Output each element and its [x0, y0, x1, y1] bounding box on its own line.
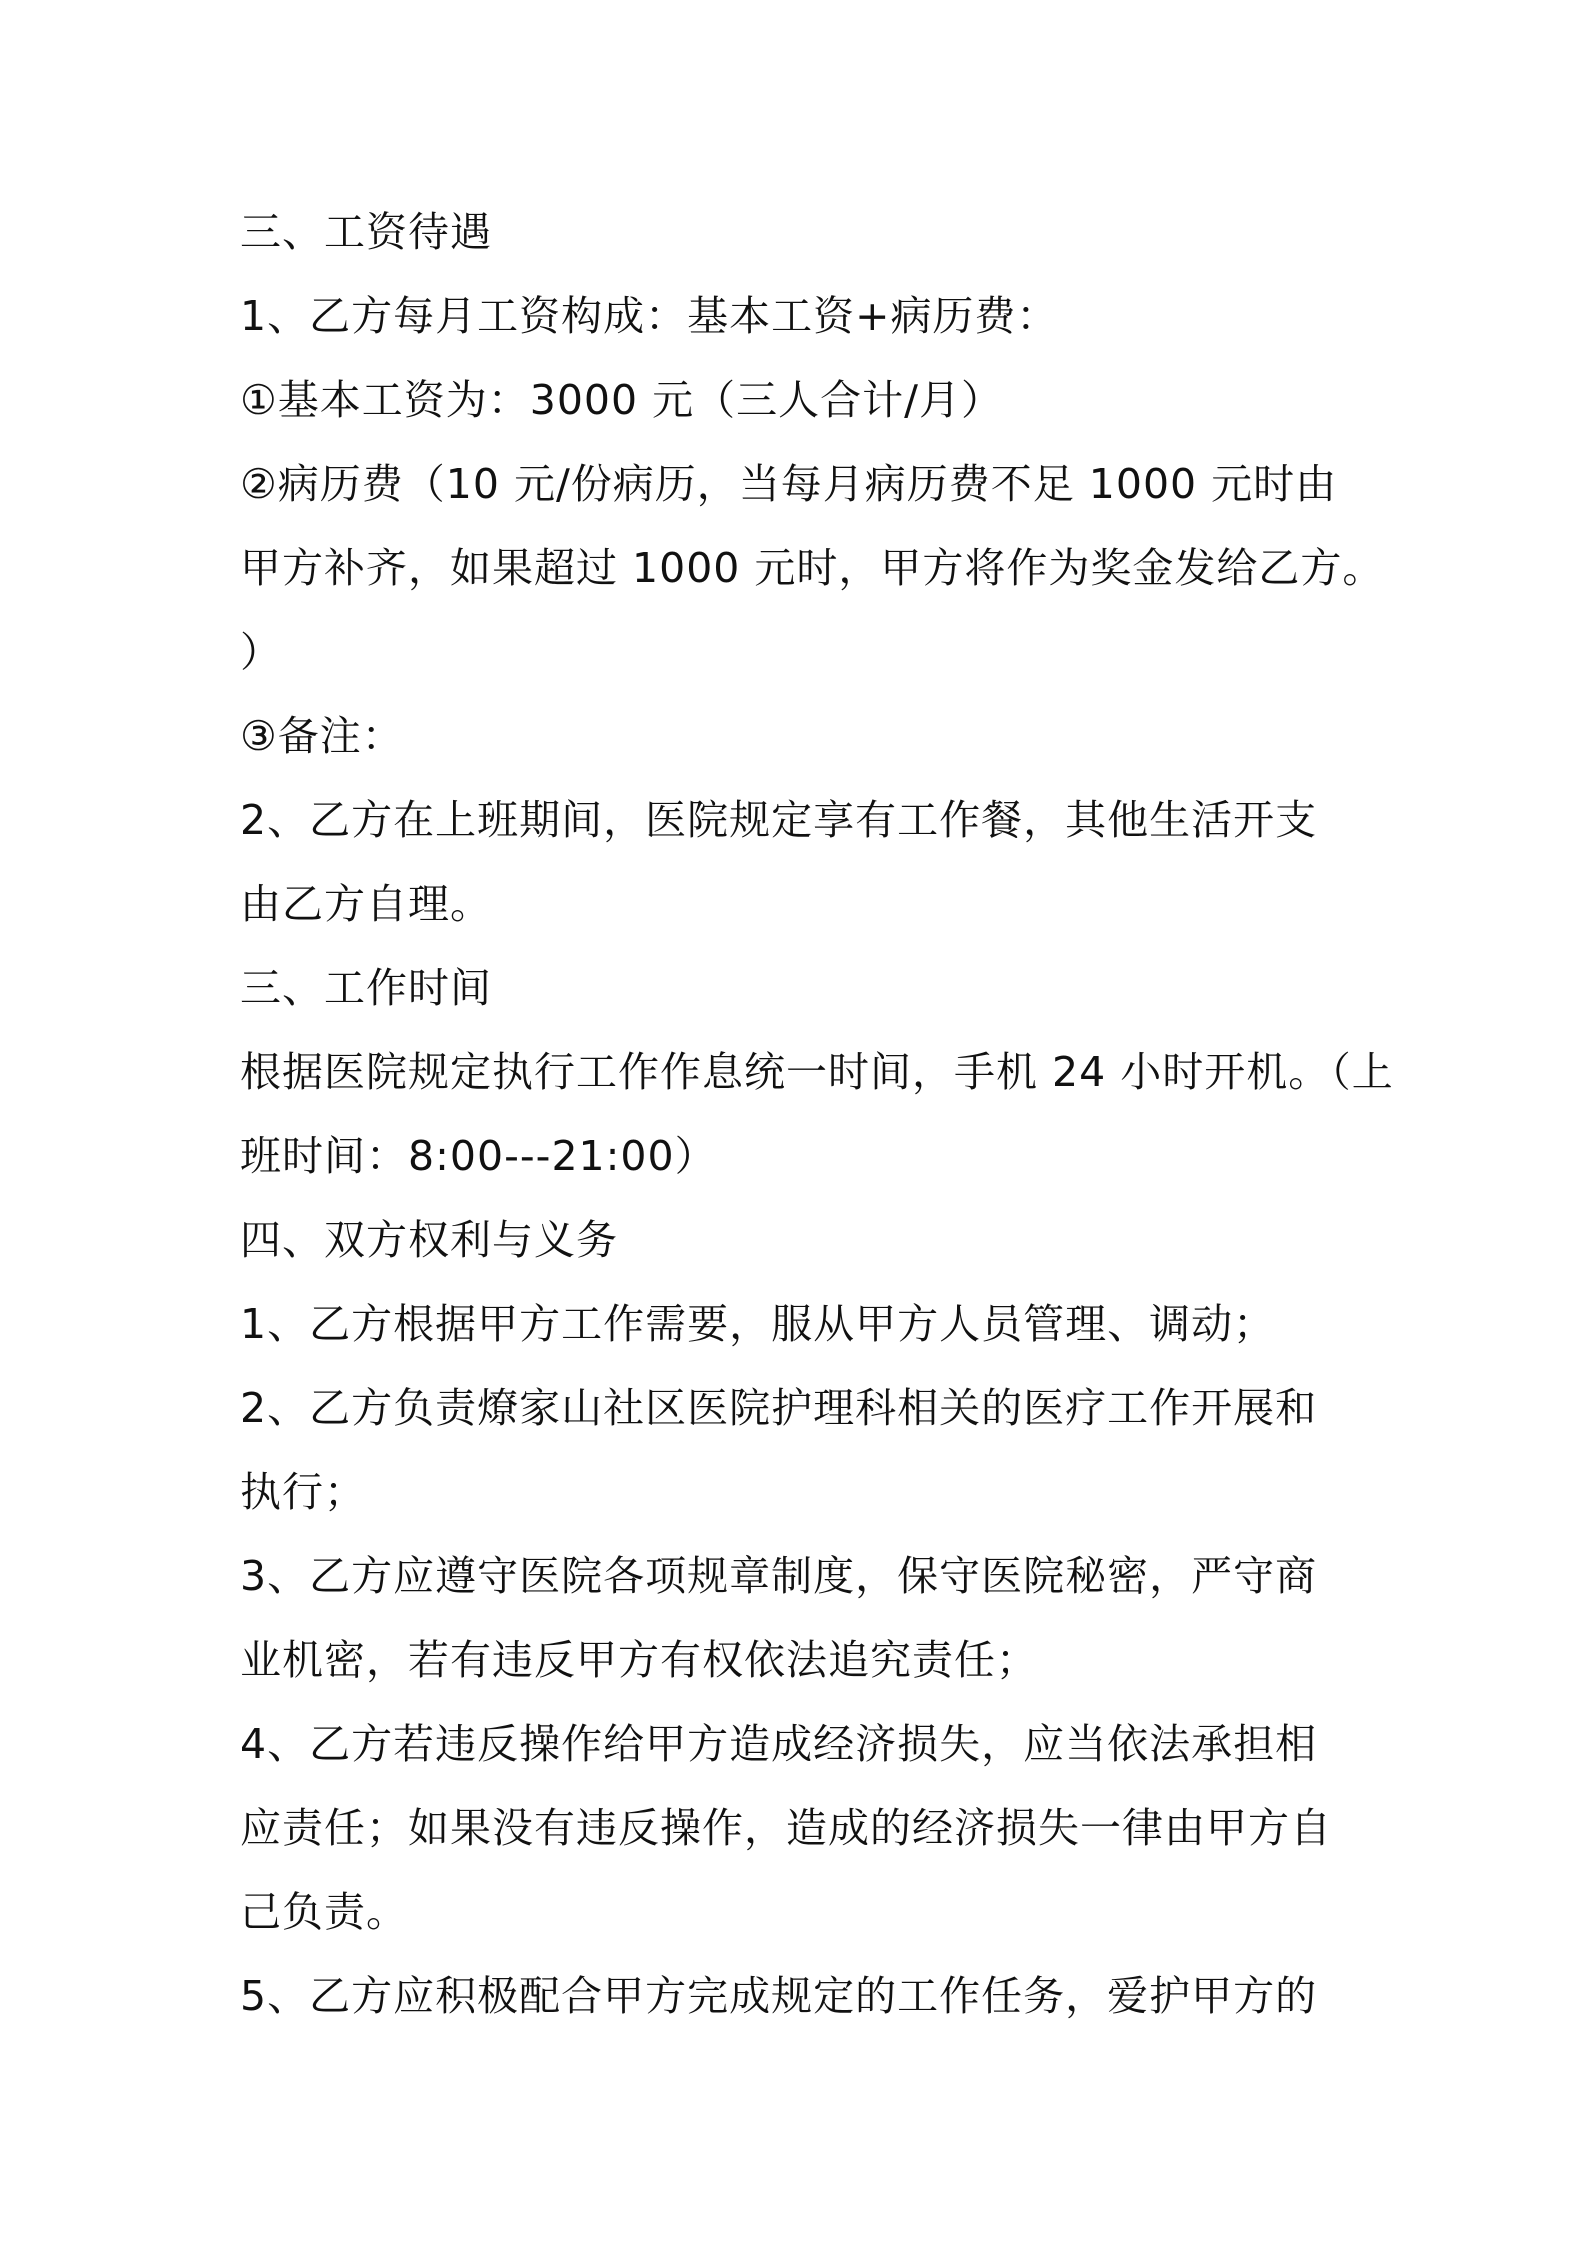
paragraph-line: 1、乙方每月工资构成：基本工资+病历费：: [240, 292, 1059, 340]
section-heading-salary: 三、工资待遇: [240, 208, 492, 256]
section-heading-work-time: 三、工作时间: [240, 964, 492, 1012]
paragraph-line: 应责任；如果没有违反操作，造成的经济损失一律由甲方自: [240, 1804, 1332, 1852]
paragraph-line: 2、乙方在上班期间，医院规定享有工作餐，其他生活开支: [240, 796, 1318, 844]
section-heading-rights-duties: 四、双方权利与义务: [240, 1216, 618, 1264]
paragraph-line: 4、乙方若违反操作给甲方造成经济损失，应当依法承担相: [240, 1720, 1318, 1768]
paragraph-line: 甲方补齐，如果超过 1000 元时，甲方将作为奖金发给乙方。: [240, 544, 1385, 592]
paragraph-line: ③备注：: [240, 712, 404, 760]
paragraph-line: 2、乙方负责燎家山社区医院护理科相关的医疗工作开展和: [240, 1384, 1318, 1432]
paragraph-line: 执行；: [240, 1468, 366, 1516]
paragraph-line: ②病历费（10 元/份病历，当每月病历费不足 1000 元时由: [240, 460, 1338, 508]
paragraph-line: 由乙方自理。: [240, 880, 492, 928]
paragraph-line: 根据医院规定执行工作作息统一时间，手机 24 小时开机。（上: [240, 1048, 1394, 1096]
paragraph-line: 3、乙方应遵守医院各项规章制度，保守医院秘密，严守商: [240, 1552, 1318, 1600]
paragraph-line: ）: [240, 628, 282, 676]
paragraph-line: ①基本工资为：3000 元（三人合计/月）: [240, 376, 1003, 424]
paragraph-line: 业机密，若有违反甲方有权依法追究责任；: [240, 1636, 1038, 1684]
paragraph-line: 5、乙方应积极配合甲方完成规定的工作任务，爱护甲方的: [240, 1972, 1318, 2020]
document-body: [240, 190, 1394, 2038]
paragraph-line: 班时间：8:00---21:00）: [240, 1132, 717, 1180]
paragraph-line: 己负责。: [240, 1888, 408, 1936]
paragraph-line: 1、乙方根据甲方工作需要，服从甲方人员管理、调动；: [240, 1300, 1276, 1348]
